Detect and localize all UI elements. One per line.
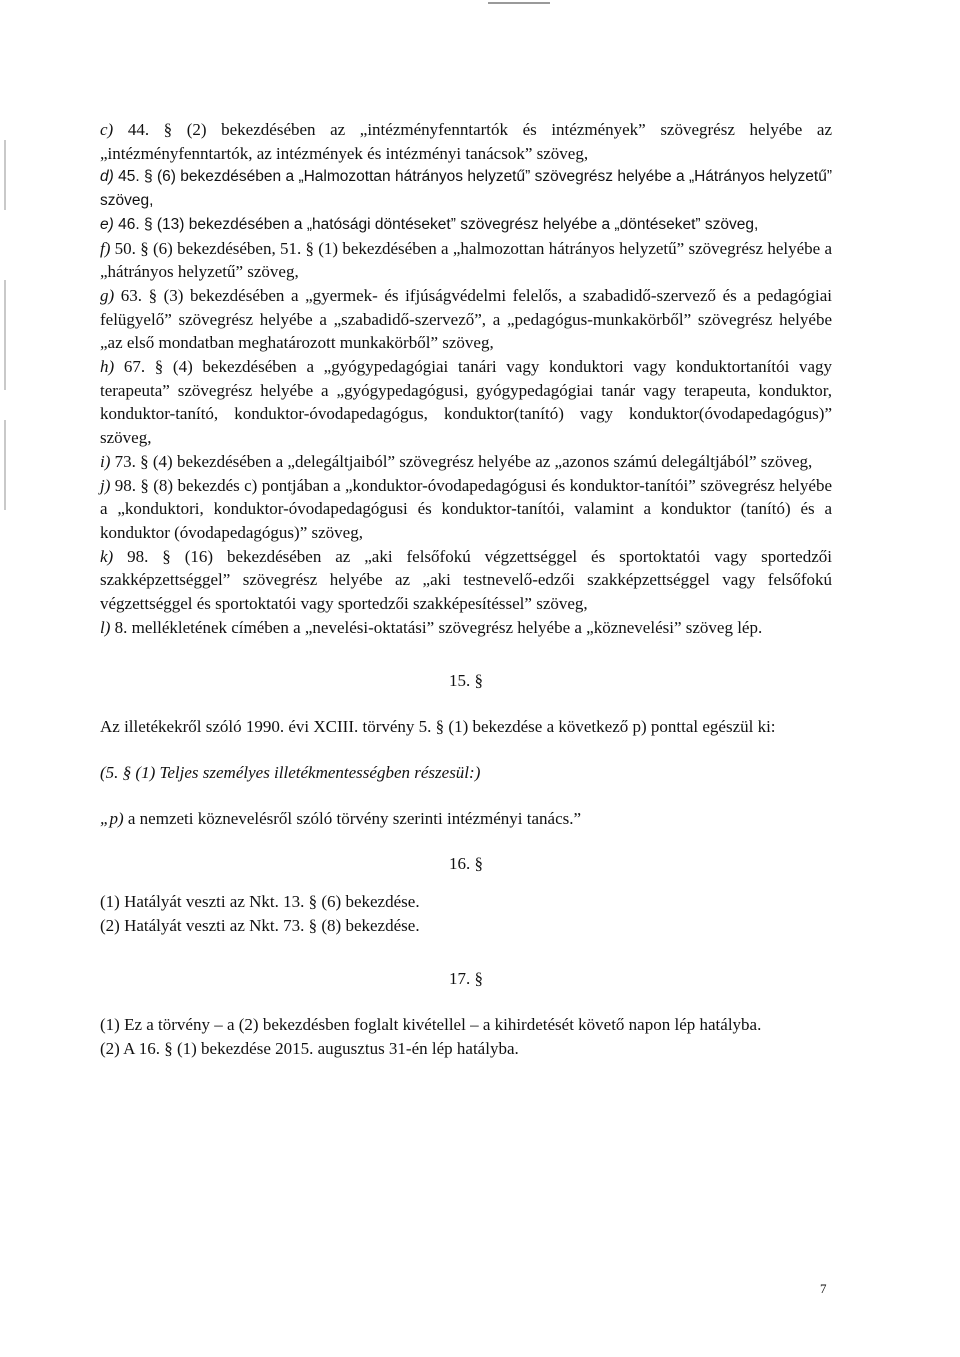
section-15-quote-intro: (5. § (1) Teljes személyes illetékmentességben részesül:) (100, 762, 481, 782)
document-body (100, 118, 832, 1061)
section-16-line: (2) Hatályát veszti az Nkt. 73. § (8) bekezdése. (100, 915, 420, 935)
scan-margin-mark (4, 140, 6, 210)
amendment-item: l) 8. mellékletének címében a „nevelési-oktatási” szövegrész helyébe a „köznevelési” szöveg lép. (100, 617, 763, 637)
page-number: 7 (820, 1281, 827, 1296)
amendment-item: h) 67. § (4) bekezdésében a „gyógypedagógiai tanári vagy konduktori vagy konduktortanítói vagy terapeuta” szövegrész helyébe a „gyógypedagógusi, gyógypedagógiai tanár vagy terapeuta, konduktor, konduktor-tanító, konduktor-óvodapedagógus, konduktor(tanító) vagy konduktor(óvodapedagógus)” szöveg, (100, 357, 833, 448)
amendment-item: i) 73. § (4) bekezdésében a „delegáltjaiból” szövegrész helyébe az „azonos számú delegáltjából” szöveg, (100, 451, 813, 471)
section-heading-17: 17. § (449, 969, 483, 989)
section-heading-16: 16. § (449, 854, 483, 874)
amendment-item: d) 45. § (6) bekezdésében a „Halmozottan hátrányos helyzetű” szövegrész helyébe a „Hátrányos helyzetű” szöveg, (100, 168, 833, 210)
amendment-item: g) 63. § (3) bekezdésében a „gyermek- és ifjúságvédelmi felelős, a szabadidő-szervező és a pedagógiai felügyelő” szövegrész helyébe a „szabadidő-szervező”, a „pedagógus-munkakörből” szövegrész helyébe „az első mondatban meghatározott munkakörből” szöveg, (100, 285, 833, 353)
amendment-item: e) 46. § (13) bekezdésében a „hatósági döntéseket” szövegrész helyébe a „döntéseket” szöveg, (100, 215, 759, 233)
amendment-item: c) 44. § (2) bekezdésében az „intézményfenntartók és intézmények” szövegrész helyébe az „intézményfenntartók, az intézmények és intézményi tanácsok” szöveg, (100, 120, 833, 163)
amendment-item: f) 50. § (6) bekezdésében, 51. § (1) bekezdésében a „halmozottan hátrányos helyzetű” szövegrész helyébe a „hátrányos helyzetű” szöveg, (100, 238, 832, 282)
section-15-intro: Az illetékekről szóló 1990. évi XCIII. törvény 5. § (1) bekezdése a következő p) ponttal egészül ki: (100, 717, 776, 737)
section-16-line: (1) Hatályát veszti az Nkt. 13. § (6) bekezdése. (100, 891, 420, 911)
scan-margin-mark (4, 420, 6, 510)
scan-margin-mark (4, 280, 6, 390)
section-heading-15: 15. § (449, 671, 483, 691)
section-15-point-p: „p) a nemzeti köznevelésről szóló törvény szerinti intézményi tanács.” (100, 808, 582, 828)
section-17-paragraph-2: (2) A 16. § (1) bekezdése 2015. augusztus 31-én lép hatályba. (100, 1038, 519, 1058)
amendment-item: j) 98. § (8) bekezdés c) pontjában a „konduktor-óvodapedagógusi és konduktor-tanítói” szövegrész helyébe a „konduktori, konduktor-óvodapedagógusi és konduktor-tanítói, valamint a konduktor (tanító) és a konduktor (óvodapedagógus)” szöveg, (100, 475, 833, 542)
scan-artifact-line (488, 2, 550, 4)
amendment-item: k) 98. § (16) bekezdésében az „aki felsőfokú végzettséggel és sportoktatói vagy sportedzői szakképzettséggel” szövegrész helyébe az „aki testnevelő-edzői szakképzettséggel vagy felsőfokú végzettséggel és sportoktatói vagy sportedzői szakképesítéssel” szöveg, (100, 546, 833, 614)
section-17-paragraph-1: (1) Ez a törvény – a (2) bekezdésben foglalt kivétellel – a kihirdetését követő napon lép hatályba. (100, 1015, 762, 1035)
